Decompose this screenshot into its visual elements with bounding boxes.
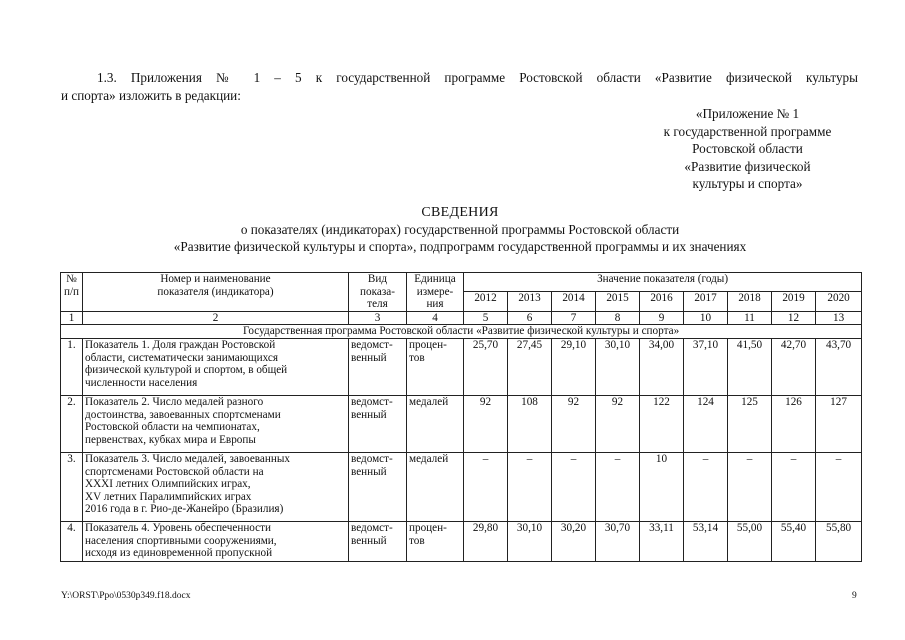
column-number: 7 (552, 311, 596, 325)
appendix-line: «Развитие физической (684, 158, 811, 174)
column-number: 11 (728, 311, 772, 325)
row-value: 37,10 (684, 338, 728, 395)
appendix-line: Ростовской области (692, 141, 803, 156)
appendix-line: культуры и спорта» (692, 176, 803, 191)
row-value: 122 (640, 395, 684, 452)
row-value: 92 (552, 395, 596, 452)
row-number: 2. (61, 395, 83, 452)
row-value: – (464, 452, 508, 521)
row-value: – (816, 452, 862, 521)
row-number: 3. (61, 452, 83, 521)
table-row (61, 521, 862, 561)
row-value: 55,80 (816, 521, 862, 561)
row-value: 43,70 (816, 338, 862, 395)
row-value: 30,10 (596, 338, 640, 395)
year-header: 2018 (728, 292, 772, 311)
column-number: 10 (684, 311, 728, 325)
heading-subtitle-2: «Развитие физической культуры и спорта», подпрограмм государственной программы и их значениях (173, 239, 747, 254)
row-unit: процен- тов (407, 521, 464, 561)
row-value: 25,70 (464, 338, 508, 395)
row-value: 125 (728, 395, 772, 452)
row-value: – (772, 452, 816, 521)
column-number: 6 (508, 311, 552, 325)
row-indicator-name: Показатель 2. Число медалей разного достоинства, завоеванных спортсменами Ростовской области на чемпионатах, первенствах, кубках мира и Европы (83, 395, 349, 452)
indicators-table (60, 272, 862, 562)
table-row (61, 338, 862, 395)
table-row (61, 395, 862, 452)
row-number: 4. (61, 521, 83, 561)
heading-subtitle-1: о показателях (индикаторах) государственной программы Ростовской области (240, 222, 680, 237)
row-value: – (684, 452, 728, 521)
document-heading (60, 204, 860, 255)
row-indicator-name: Показатель 3. Число медалей, завоеванных спортсменами Ростовской области на XXXI летних Олимпийских играх, XV летних Паралимпийских играх 2016 года в г. Рио-де-Жанейро (Бразилия) (83, 452, 349, 521)
year-header: 2016 (640, 292, 684, 311)
row-value: 92 (464, 395, 508, 452)
column-number: 12 (772, 311, 816, 325)
appendix-line: «Приложение № 1 (695, 106, 800, 121)
row-value: 53,14 (684, 521, 728, 561)
row-value: 126 (772, 395, 816, 452)
row-unit: процен- тов (407, 338, 464, 395)
amendment-line-1: 1.3. Приложения № 1 – 5 к государственной программе Ростовской области «Развитие физической культуры (97, 70, 858, 85)
column-number: 3 (349, 311, 407, 325)
heading-title: СВЕДЕНИЯ (421, 205, 499, 220)
appendix-line: к государственной программе (663, 123, 832, 139)
row-value: – (552, 452, 596, 521)
row-value: 30,10 (508, 521, 552, 561)
column-number: 4 (407, 311, 464, 325)
header-values: Значение показателя (годы) (464, 273, 862, 292)
year-header: 2020 (816, 292, 862, 311)
row-value: – (728, 452, 772, 521)
row-unit: медалей (407, 452, 464, 521)
section-row (61, 325, 862, 339)
table-header-row (61, 273, 862, 292)
column-number: 8 (596, 311, 640, 325)
row-indicator-name: Показатель 1. Доля граждан Ростовской области, систематически занимающихся физической культурой и спортом, в общей численности населения (83, 338, 349, 395)
year-header: 2015 (596, 292, 640, 311)
row-value: 41,50 (728, 338, 772, 395)
appendix-caption (630, 105, 865, 193)
header-type: Вид показа- теля (349, 273, 407, 312)
row-value: – (596, 452, 640, 521)
amendment-line-2: и спорта» изложить в редакции: (61, 88, 241, 103)
row-value: 42,70 (772, 338, 816, 395)
footer-file-path: Y:\ORST\Ppo\0530p349.f18.docx (61, 591, 191, 601)
row-indicator-type: ведомст- венный (349, 395, 407, 452)
row-value: 124 (684, 395, 728, 452)
row-unit: медалей (407, 395, 464, 452)
column-number: 1 (61, 311, 83, 325)
row-value: 29,10 (552, 338, 596, 395)
table-column-numbers-row (61, 311, 862, 325)
column-number: 9 (640, 311, 684, 325)
year-header: 2014 (552, 292, 596, 311)
year-header: 2013 (508, 292, 552, 311)
column-number: 2 (83, 311, 349, 325)
row-value: 127 (816, 395, 862, 452)
row-value: 30,70 (596, 521, 640, 561)
row-value: 10 (640, 452, 684, 521)
row-indicator-name: Показатель 4. Уровень обеспеченности населения спортивными сооружениями, исходя из единовременной пропускной (83, 521, 349, 561)
row-value: 30,20 (552, 521, 596, 561)
row-value: – (508, 452, 552, 521)
section-title: Государственная программа Ростовской области «Развитие физической культуры и спорта» (61, 325, 862, 339)
footer-page-number: 9 (852, 591, 857, 601)
table-row (61, 452, 862, 521)
row-indicator-type: ведомст- венный (349, 338, 407, 395)
row-indicator-type: ведомст- венный (349, 452, 407, 521)
amendment-paragraph (61, 69, 858, 105)
row-value: 33,11 (640, 521, 684, 561)
row-value: 27,45 (508, 338, 552, 395)
row-value: 29,80 (464, 521, 508, 561)
row-value: 55,40 (772, 521, 816, 561)
row-indicator-type: ведомст- венный (349, 521, 407, 561)
row-number: 1. (61, 338, 83, 395)
row-value: 34,00 (640, 338, 684, 395)
year-header: 2012 (464, 292, 508, 311)
header-unit: Единица измере- ния (407, 273, 464, 312)
header-name: Номер и наименование показателя (индикатора) (83, 273, 349, 312)
column-number: 13 (816, 311, 862, 325)
year-header: 2017 (684, 292, 728, 311)
column-number: 5 (464, 311, 508, 325)
row-value: 92 (596, 395, 640, 452)
header-num: № п/п (61, 273, 83, 312)
year-header: 2019 (772, 292, 816, 311)
row-value: 55,00 (728, 521, 772, 561)
row-value: 108 (508, 395, 552, 452)
